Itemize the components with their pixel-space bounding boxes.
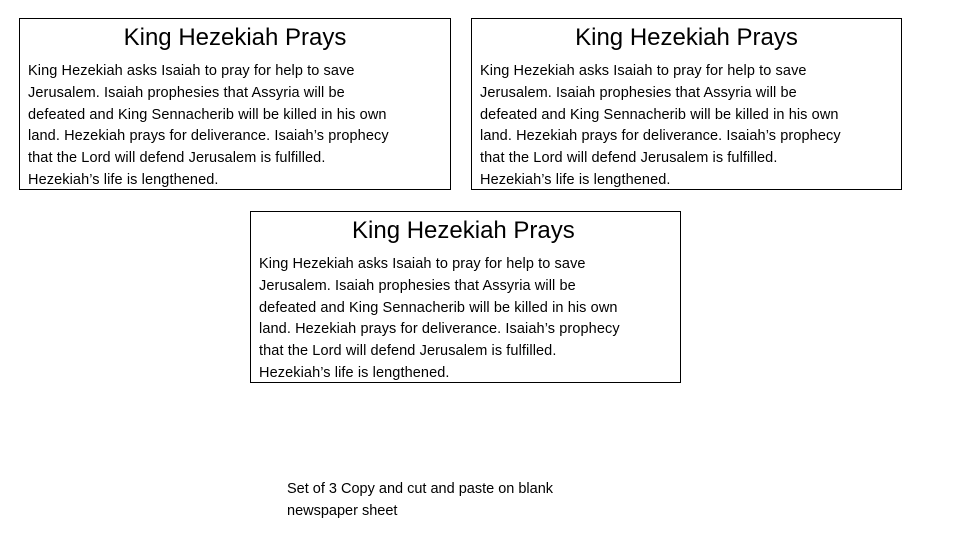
instruction-note: Set of 3 Copy and cut and paste on blank newspaper sheet [287,481,554,519]
story-card-1 [19,18,451,190]
story-card-2 [471,18,902,190]
card-body: King Hezekiah asks Isaiah to pray for help to save Jerusalem. Isaiah prophesies that Assyria will be defeated and King Sennacherib will be killed in his own land. Hezekiah prays for deliverance. Isaiah’s prophecy that the Lord will defend Jerusalem is fulfilled. Hezekiah’s life is lengthened. [480,63,841,188]
card-title: King Hezekiah Prays [123,24,347,51]
card-body: King Hezekiah asks Isaiah to pray for help to save Jerusalem. Isaiah prophesies that Assyria will be defeated and King Sennacherib will be killed in his own land. Hezekiah prays for deliverance. Isaiah’s prophecy that the Lord will defend Jerusalem is fulfilled. Hezekiah’s life is lengthened. [28,63,389,188]
card-body: King Hezekiah asks Isaiah to pray for help to save Jerusalem. Isaiah prophesies that Assyria will be defeated and King Sennacherib will be killed in his own land. Hezekiah prays for deliverance. Isaiah’s prophecy that the Lord will defend Jerusalem is fulfilled. Hezekiah’s life is lengthened. [259,256,620,381]
card-title: King Hezekiah Prays [352,217,575,244]
story-card-3 [250,211,681,383]
card-title: King Hezekiah Prays [575,24,798,51]
